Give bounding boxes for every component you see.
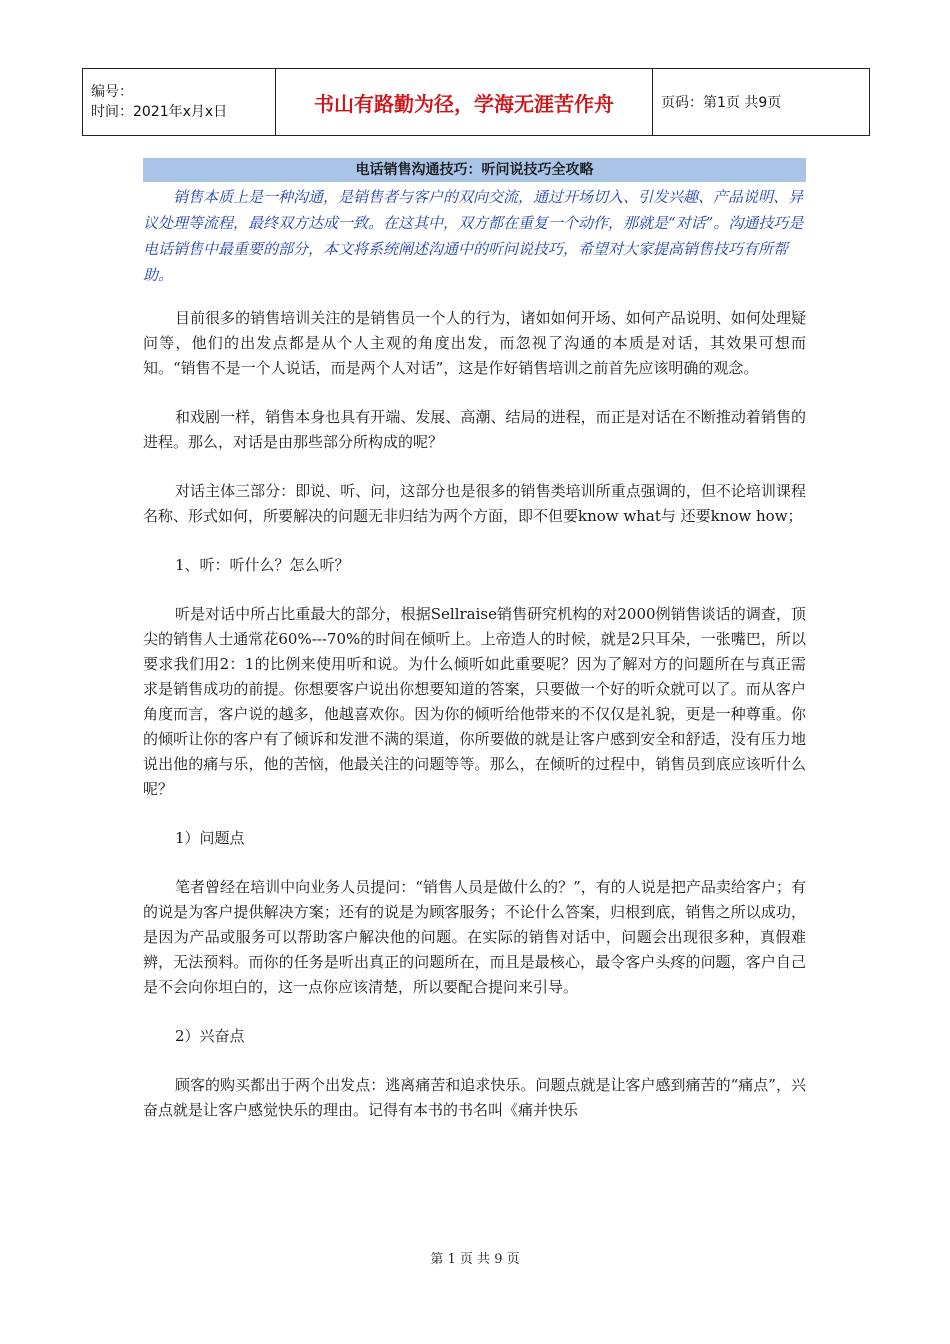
body-paragraph: 笔者曾经在培训中向业务人员提问：“销售人员是做什么的？”，有的人说是把产品卖给客户；有的说是为客户提供解决方案；还有的说是为顾客服务；不论什么答案，归根到底，销售之所以成功，是因为产品或服务可以帮助客户解决他的问题。在实际的销售对话中，问题会出现很多种，真假难辨，无法预料。而你的任务是听出真正的问题所在，而且是最核心，最令客户头疼的问题，客户自己是不会向你坦白的，这一点你应该清楚，所以要配合提问来引导。 <box>143 878 806 996</box>
body-paragraph: 顾客的购买都出于两个出发点：逃离痛苦和追求快乐。问题点就是让客户感到痛苦的“痛点”，兴奋点就是让客户感觉快乐的理由。记得有本书的书名叫《痛并快乐 <box>143 1076 806 1119</box>
section-heading: 1、听：听什么？怎么听？ <box>175 556 350 574</box>
header-meta-cell <box>83 69 276 136</box>
header-table <box>82 68 870 136</box>
article-body <box>143 306 806 1147</box>
subsection-heading: 2）兴奋点 <box>175 1027 245 1045</box>
document-number-label: 编号： <box>91 84 133 100</box>
article-intro: 销售本质上是一种沟通，是销售者与客户的双向交流，通过开场切入、引发兴趣、产品说明、异议处理等流程，最终双方达成一致。在这其中，双方都在重复一个动作，那就是“对话”。沟通技巧是电话销售中最重要的部分，本文将系统阐述沟通中的听问说技巧，希望对大家提高销售技巧有所帮助。 <box>143 188 804 284</box>
header-page-info: 页码：第1页 共9页 <box>653 69 870 136</box>
document-date-label: 时间：2021年x月x日 <box>91 104 228 120</box>
body-paragraph: 对话主体三部分：即说、听、问，这部分也是很多的销售类培训所重点强调的，但不论培训课程名称、形式如何，所要解决的问题无非归结为两个方面，即不但要know what与 还要know how； <box>143 482 806 525</box>
article-title: 电话销售沟通技巧：听问说技巧全攻略 <box>143 158 806 182</box>
header-motto: 书山有路勤为径，学海无涯苦作舟 <box>276 69 653 136</box>
body-paragraph: 听是对话中所占比重最大的部分，根据Sellraise销售研究机构的对2000例销售谈话的调查，顶尖的销售人士通常花60%---70%的时间在倾听上。上帝造人的时候，就是2只耳朵，一张嘴巴，所以要求我们用2：1的比例来使用听和说。为什么倾听如此重要呢？因为了解对方的问题所在与真正需求是销售成功的前提。你想要客户说出你想要知道的答案，只要做一个好的听众就可以了。而从客户角度而言，客户说的越多，他越喜欢你。因为你的倾听给他带来的不仅仅是礼貌，更是一种尊重。你的倾听让你的客户有了倾诉和发泄不满的渠道，你所要做的就是让客户感到安全和舒适，没有压力地说出他的痛与乐，他的苦恼，他最关注的问题等等。那么，在倾听的过程中，销售员到底应该听什么呢？ <box>143 605 806 798</box>
body-paragraph: 和戏剧一样，销售本身也具有开端、发展、高潮、结局的进程，而正是对话在不断推动着销售的进程。那么，对话是由那些部分所构成的呢？ <box>143 408 806 451</box>
body-paragraph: 目前很多的销售培训关注的是销售员一个人的行为，诸如如何开场、如何产品说明、如何处理疑问等，他们的出发点都是从个人主观的角度出发，而忽视了沟通的本质是对话，其效果可想而知。“销售不是一个人说话，而是两个人对话”，这是作好销售培训之前首先应该明确的观念。 <box>143 309 806 377</box>
page-footer: 第 1 页 共 9 页 <box>430 1252 520 1267</box>
subsection-heading: 1）问题点 <box>175 829 245 847</box>
